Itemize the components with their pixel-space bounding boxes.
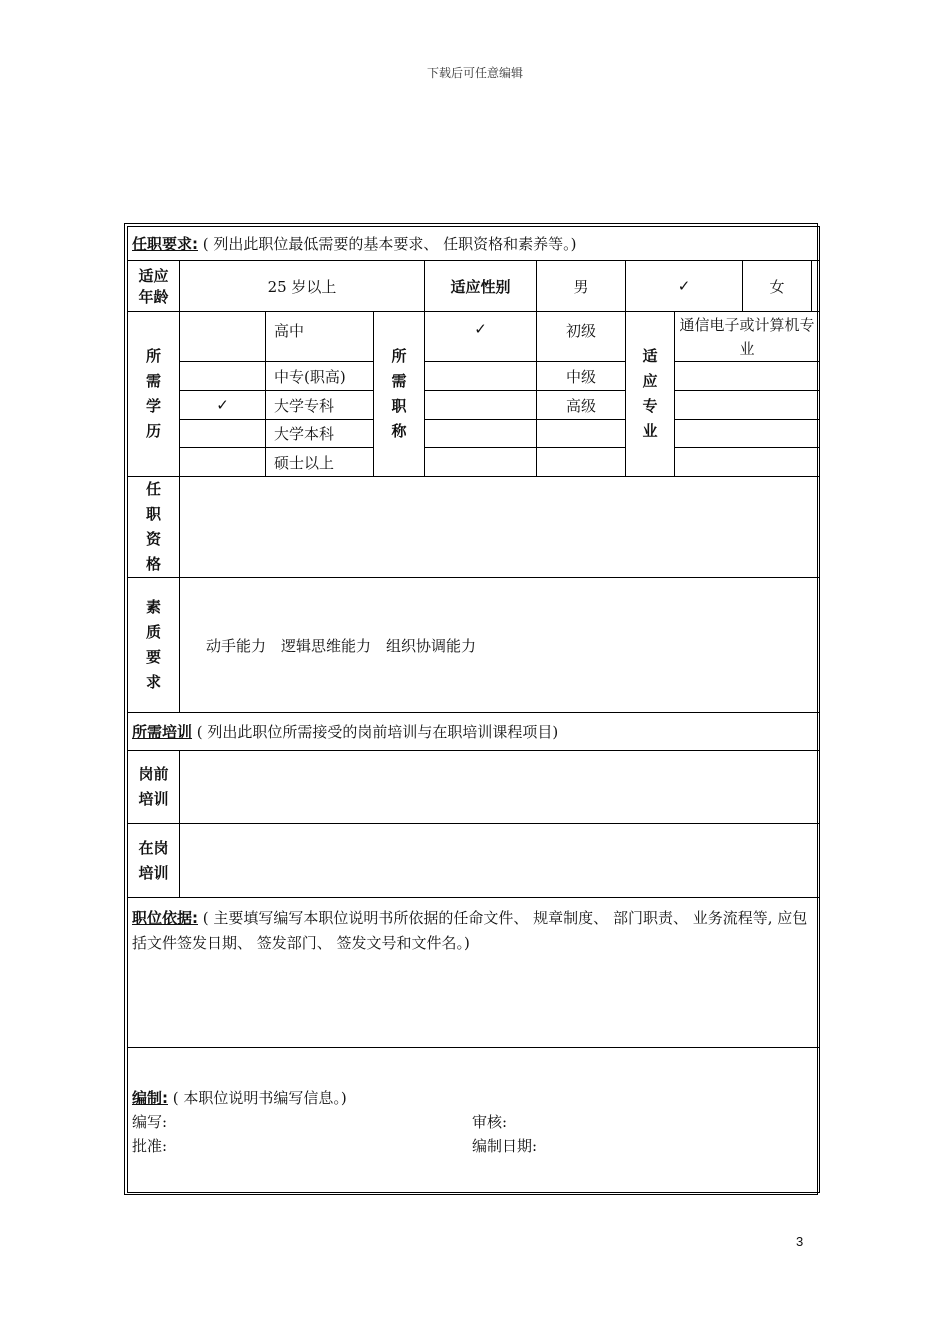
gender-male-checkmark[interactable]: ✓	[626, 261, 743, 312]
qualification-label	[128, 477, 180, 578]
qualification-label-char: 资	[145, 530, 161, 548]
major-label	[626, 312, 675, 477]
education-mark[interactable]	[180, 448, 266, 477]
basis-heading: 职位依据:	[132, 909, 198, 927]
education-label-char: 需	[145, 372, 161, 390]
major-value[interactable]	[675, 391, 820, 420]
qualification-label-char: 任	[145, 480, 161, 498]
major-value[interactable]	[675, 420, 820, 448]
basis-note: ( 主要填写编写本职位说明书所依据的任命文件、 规章制度、 部门职责、 业务流程等, 应包括文件签发日期、 签发部门、 签发文号和文件名。)	[132, 909, 808, 952]
page-number: 3	[796, 1234, 804, 1249]
compile-date-field[interactable]: 编制日期:	[472, 1137, 538, 1155]
on-training-value[interactable]	[180, 824, 820, 898]
education-level: 大学本科	[266, 420, 374, 448]
compile-cell	[128, 1048, 820, 1193]
age-label	[128, 261, 180, 312]
major-value[interactable]	[675, 448, 820, 477]
pre-training-label-line1: 岗前	[138, 765, 169, 783]
quality-label-char: 求	[145, 673, 161, 691]
on-training-label-line1: 在岗	[138, 838, 169, 857]
gender-label: 适应性别	[425, 261, 537, 312]
requirements-heading-cell	[128, 227, 820, 261]
education-mark[interactable]	[180, 312, 266, 362]
title-label-char: 所	[391, 347, 407, 365]
gender-female-label: 女	[743, 261, 812, 311]
education-level: 大学专科	[266, 391, 374, 420]
training-heading-cell	[128, 713, 820, 751]
qualification-label-char: 格	[145, 555, 161, 573]
gender-female	[743, 261, 820, 312]
qualification-label-char: 职	[145, 505, 161, 523]
quality-label-char: 质	[145, 623, 161, 641]
pre-training-label	[128, 751, 180, 824]
title-level	[537, 448, 626, 477]
approver-field[interactable]: 批准:	[132, 1137, 168, 1155]
education-label-char: 所	[145, 347, 161, 365]
gender-female-checkmark[interactable]	[812, 261, 819, 311]
title-mark[interactable]: ✓	[425, 312, 537, 362]
education-level: 硕士以上	[266, 448, 374, 477]
age-value[interactable]: 25 岁以上	[180, 261, 425, 312]
training-note: ( 列出此职位所需接受的岗前培训与在职培训课程项目)	[196, 723, 559, 741]
quality-value[interactable]: 动手能力 逻辑思维能力 组织协调能力	[180, 578, 820, 713]
major-label-char: 业	[642, 422, 658, 440]
title-mark[interactable]	[425, 391, 537, 420]
title-level: 中级	[537, 362, 626, 391]
title-mark[interactable]	[425, 448, 537, 477]
title-label-char: 称	[391, 422, 407, 440]
header-note: 下载后可任意编辑	[426, 66, 523, 80]
quality-label	[128, 578, 180, 713]
education-label	[128, 312, 180, 477]
title-mark[interactable]	[425, 362, 537, 391]
compile-note: ( 本职位说明书编写信息。)	[172, 1089, 347, 1107]
title-level: 高级	[537, 391, 626, 420]
title-label-char: 需	[391, 372, 407, 390]
quality-label-char: 要	[145, 648, 161, 666]
on-training-label	[128, 824, 180, 898]
education-mark[interactable]	[180, 420, 266, 448]
title-mark[interactable]	[425, 420, 537, 448]
major-label-char: 专	[642, 397, 658, 415]
title-level: 初级	[537, 312, 626, 362]
major-label-char: 应	[642, 372, 658, 390]
writer-field[interactable]: 编写:	[132, 1113, 168, 1131]
title-label-char: 职	[391, 397, 407, 415]
major-value[interactable]	[675, 362, 820, 391]
education-label-char: 历	[145, 422, 161, 440]
title-level	[537, 420, 626, 448]
requirements-heading: 任职要求:	[132, 235, 198, 253]
compile-heading: 编制:	[132, 1089, 168, 1107]
education-label-char: 学	[145, 397, 161, 415]
job-requirements-form	[127, 226, 820, 1193]
basis-cell[interactable]	[128, 898, 820, 1048]
major-value[interactable]: 通信电子或计算机专业	[675, 312, 820, 362]
major-label-char: 适	[642, 347, 658, 365]
education-mark[interactable]	[180, 362, 266, 391]
pre-training-label-line2: 培训	[138, 790, 169, 808]
training-heading: 所需培训	[132, 723, 193, 741]
education-level: 高中	[266, 312, 374, 362]
age-label-line1: 适应	[138, 267, 169, 285]
education-mark[interactable]: ✓	[180, 391, 266, 420]
requirements-note: ( 列出此职位最低需要的基本要求、 任职资格和素养等。)	[202, 235, 577, 253]
age-label-line2: 年龄	[138, 288, 169, 306]
pre-training-value[interactable]	[180, 751, 820, 824]
on-training-label-line2: 培训	[138, 863, 169, 882]
quality-label-char: 素	[145, 598, 161, 616]
qualification-value[interactable]	[180, 477, 820, 578]
reviewer-field[interactable]: 审核:	[472, 1113, 508, 1131]
title-label	[374, 312, 425, 477]
gender-male: 男	[537, 261, 626, 312]
education-level: 中专(职高)	[266, 362, 374, 391]
